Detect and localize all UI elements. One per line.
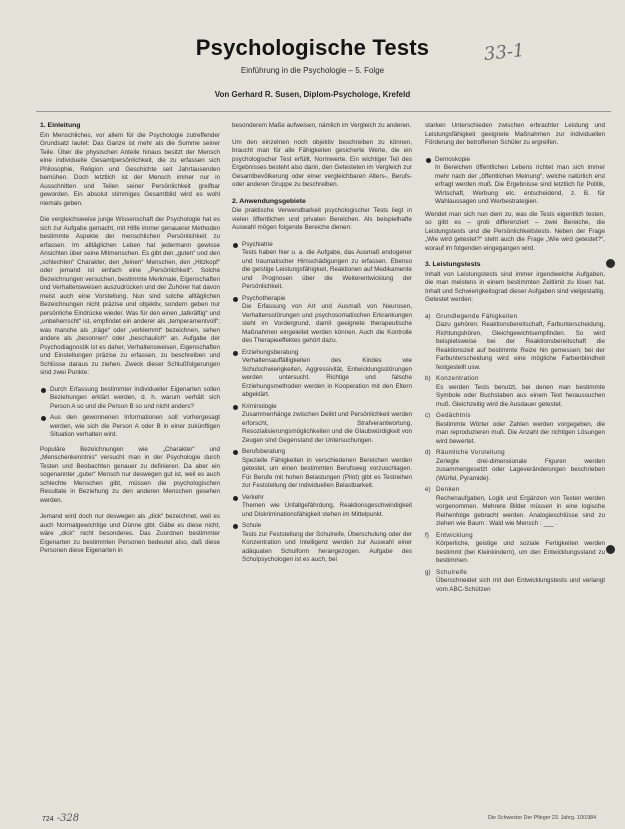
list-item: [425, 412, 605, 446]
item-text: Dazu gehören: Reaktionsbereitschaft, Farbunterscheidung, Richtungshören, Gleichgewichtsempfinden. So wird beispielsweise bei der Reaktionsbereitschaft die Reaktionszeit auf bestimmte Reize hin gemessen; bei der Farbunterscheidung wird eine mögliche Farbenblindheit festgestellt usw.: [436, 321, 605, 371]
application-areas-list: [232, 241, 412, 565]
item-term: Denken: [436, 486, 460, 493]
item-marker: a): [425, 312, 431, 320]
item-term: Gedächtnis: [436, 412, 471, 419]
item-term: Schule: [242, 522, 262, 529]
item-marker: e): [425, 486, 431, 493]
item-text: Überschneidet sich mit den Entwicklungstests und verlangt vom ABC-Schützen: [436, 577, 605, 593]
item-text: Verhaltensauffälligkeiten des Kindes wie Schulschwierigkeiten, Aggressivität, Entwicklungsstörungen werden untersucht. Richtige und falsche Erziehungsmethoden werden in Kooperation mit den Eltern abgeklärt.: [242, 357, 412, 398]
paragraph: Wendet man sich nun dem zu, was die Tests eigentlich testen, so gibt es – grob differenziert – zwei Bereiche, die Leistungstests und die Persönlichkeitstests. Neben der Frage „Wie wird getestet?“ steht auch die Frage „Wie wird getestet?“, worauf im folgenden eingegangen wird.: [425, 210, 605, 252]
list-item: [425, 569, 605, 595]
list-item: [232, 349, 412, 400]
section-heading-leistungstests: 3. Leistungstests: [425, 261, 481, 268]
article-title: Psychologische Tests: [195, 34, 430, 60]
column-2: [232, 122, 412, 568]
list-item: [425, 449, 605, 483]
bullet-item: Durch Erfassung bestimmter individueller Eigenarten sollen Beziehungen erklärt werden, d. h. warum verhält sich Person A so und die Person B so und nicht anders?: [40, 386, 220, 412]
list-item: [232, 522, 412, 565]
item-term: Grundlegende Fähigkeiten: [436, 312, 518, 320]
list-item: [425, 375, 605, 409]
page-number-printed: 724: [42, 816, 54, 823]
list-item: [425, 486, 605, 529]
bullet-list: [425, 156, 605, 207]
list-item: [232, 295, 412, 346]
paragraph: Die vergleichsweise junge Wissenschaft der Psychologie hat es sich zur Aufgabe gemacht, mit Hilfe immer genauerer Methoden bestimmte Aspekte der menschlichen Persönlichkeit zu erfassen. Im alltäglichen Leben hat jedermann gewisse Ansichten über seine Mitmenschen. Es gibt den „guten“ und den „schlechten“ Charakter, den „feinen“ Menschen, den „Hitzkopf“ oder jemand ist einfach eine „Persönlichkeit“. Solche Bezeichnungen versuchen, bestimmte Merkmale, Eigenschaften und Verhaltensweisen auszudrücken und der Zuhörer hat davon meist auch eine Vorstellung. Nun sind solche alltäglichen Bezeichnungen nicht präzise und objektiv, sondern geben nur persönliche Eindrücke wieder. Was für den einen „tatkräftig“ und „unbeherrscht“ ist, empfindet ein anderer als „temperamentvoll“; was manche als „träge“ oder „verklemmt“ bezeichnen, sehen andere als „besonnen“ oder „beschaulich“ an. Aufgabe der Psychodiagnostik ist es daher, Verhaltensweisen, Eigenschaften und Einstellungen präzise zu erfassen, zu beschreiben und Schlüsse daraus zu ziehen. Zweck dieser Schlußfolgerungen sind zwei Punkte:: [40, 216, 220, 376]
item-text: Tests zur Feststellung der Schulreife, Überschulung oder der Konzentration und Intelligenz werden zur Auswahl einer adäquaten Schulform herangezogen. Aufgabe des Schulpsychologen ist es auch, bei: [242, 530, 412, 563]
item-text: Die Erfassung von Art und Ausmaß von Neurosen, Verhaltensstörungen und psychosomatischen Erkrankungen steht im Vordergrund, damit geeignete therapeutische Maßnahmen eingeleitet werden können. Auch die Kontrolle des Therapieeffektes gehört dazu.: [242, 303, 412, 344]
item-marker: d): [425, 449, 431, 456]
source-line: Die Schwester Der Pfleger 23. Jahrg. 10/1984: [488, 815, 597, 821]
item-term: Berufsberatung: [242, 448, 286, 455]
list-item: [232, 241, 412, 292]
test-types-list: [425, 313, 605, 595]
item-marker: g): [425, 568, 431, 576]
paragraph: Um den einzelnen noch objektiv beschreiben zu können, braucht man für alle Fähigkeiten gesicherte Werte, die ein psychologischer Test erfüllt, Normwerte. Ein wichtiger Teil des Ergebnisses besteht also darin, den Getesteten im Vergleich zur Gesamtbevölkerung oder einer vergleichbaren Alters-, Berufs- oder anderen Gruppe zu beschreiben.: [232, 138, 412, 188]
item-term: Psychotherapie: [242, 294, 286, 302]
item-text: Rechenaufgaben, Logik und Ergänzen von Texten werden vorgenommen. Mehrere Bilder müssen in eine logische Reihenfolge gebracht werden. Analogieschlüsse sind zu ziehen wie Baum : Wald wie Mensch : ___ .: [436, 494, 605, 527]
paragraph: Inhalt von Leistungstests sind immer irgendwelche Aufgaben, die man meistens in einem bestimmten Zeitlimit zu lösen hat. Inhalt und Schwierigkeitsgrad dieser Aufgaben sind vielgestaltig. Getestet werden:: [425, 270, 605, 303]
punch-hole: [606, 259, 615, 268]
handwritten-note: 33-1: [483, 39, 526, 66]
page-number-handwritten: -328: [56, 813, 80, 824]
item-text: Zerlegte drei-dimensionale Figuren werden zusammengesetzt oder Lageveränderungen beschrieben (Würfel, Pyramide).: [436, 457, 605, 482]
paragraph: Populäre Bezeichnungen wie „Charakter“ und „Menschenkenntnis“ versucht man in der Psychologie durch Testen und Beobachten genauer zu definieren. Da aber ein sogenannter „guter“ Mensch nur deswegen gut ist, weil es auch schlechte Menschen gibt, müssen die psychologischen Resultate in Beziehung zu den anderen Menschen gesehen werden.: [40, 445, 220, 504]
item-term: Kriminologie: [242, 402, 277, 410]
section-heading-anwendungsgebiete: 2. Anwendungsgebiete: [232, 197, 306, 205]
paragraph: starken Unterschieden zwischen erbrachter Leistung und Leistungsfähigkeit geeignete Maßnahmen zur individuellen Förderung der betroffenen Schüler zu ergreifen.: [425, 122, 605, 146]
article-subtitle: Einführung in die Psychologie – 5. Folge: [240, 66, 385, 75]
item-text: Bestimmte Wörter oder Zahlen werden vorgegeben, die man reproduzieren muß. Die Anzahl der richtigen Lösungen wird bewertet.: [436, 420, 605, 445]
paragraph: Die praktische Verwendbarkeit psychologischer Tests liegt in vielen öffentlichen und privaten Bereichen. Als beispielhafte Auswahl mögen folgende Bereiche dienen:: [232, 207, 412, 231]
item-text: In Bereichen öffentlichen Lebens richtet man sich immer mehr nach der „öffentlichen Meinung“, welche natürlich erst erfragt werden muß. Die Ergebnisse sind letztlich für Politik, Wirtschaft, Werbung etc. entscheidend, z. B. für Wahlaussagen und Werbestrategien.: [435, 164, 605, 205]
paragraph: Ein Menschliches, vor allem für die Psychologie zutreffender Grundsatz lautet: Das Ganze ist mehr als die Summe seiner Teile. Über die physischen Anteile hinaus besitzt der Mensch eine individuelle Gesamtpersönlichkeit, die zu erfassen sich Philosophie, Religion und Geschichte seit Jahrtausenden bemühen. Doch letztlich ist der Mensch immer nur in Ausschnitten und Teilen seiner Persönlichkeit greifbar geworden. Ein absolut stimmiges Gesamtbild wird es wohl niemals geben.: [40, 131, 220, 207]
paragraph: besonderem Maße aufweisen, nämlich im Vergleich zu anderen.: [232, 122, 412, 129]
item-text: Tests haben hier u. a. die Aufgabe, das Ausmaß endogener und traumatischer Hirnschädigungen zu erfassen. Ebenso die geistige Leistungsfähigkeit, Reaktionen auf Medikamente und Prognosen über die Weiterentwicklung der Persönlichkeit.: [242, 249, 412, 290]
item-term: Schulreife: [436, 568, 468, 576]
column-3: [425, 122, 605, 597]
list-item: [232, 494, 412, 520]
item-term: Verkehr: [242, 493, 264, 501]
author-line: Von Gerhard R. Susen, Diplom-Psychologe, Krefeld: [214, 90, 411, 99]
item-marker: c): [425, 412, 431, 419]
item-term: Psychiatrie: [242, 240, 273, 248]
list-item: [232, 403, 412, 446]
column-1: [40, 122, 220, 564]
section-heading-einleitung: 1. Einleitung: [40, 122, 81, 129]
list-item: [425, 532, 605, 566]
list-item: [425, 156, 605, 207]
punch-hole: [606, 545, 615, 554]
item-term: Erziehungsberatung: [242, 348, 299, 356]
list-item: [232, 448, 412, 491]
item-term: Konzentration: [436, 375, 479, 382]
bullet-item: Aus den gewonnenen Informationen soll vorhergesagt werden, wie sich die Person A oder B in einer zukünftigen Situation verhalten wird.: [40, 414, 220, 440]
paragraph: Jemand wird doch nur deswegen als „dick“ bezeichnet, weil es auch Normalgewichtige und Dünne gibt. Gäbe es diese nicht, wäre „dick“ nicht besonderes. Das Zuordnen bestimmter Eigenarten zu bestimmten Personen bedeutet also, daß diese Personen diese Eigenarten in: [40, 513, 220, 554]
item-term: Demoskopie: [435, 155, 470, 163]
item-text: Körperliche, geistige und soziale Fertigkeiten werden bestimmt (bei Kleinkindern), um den Entwicklungsstand zu bestimmen.: [436, 540, 605, 564]
item-term: Räumliche Vorstellung: [436, 449, 505, 456]
page-number: [42, 813, 79, 824]
item-text: Themen wie Unfallgefährdung, Reaktionsgeschwindigkeit und Diskriminationsfähigkeit stehen im Mittelpunkt.: [242, 502, 412, 518]
item-marker: f): [425, 531, 429, 539]
header-divider: [36, 111, 611, 112]
item-marker: b): [425, 375, 431, 382]
item-text: Es werden Tests benutzt, bei denen man bestimmte Symbole oder Buchstaben aus einem Text heraussuchen muß. Gleichzeitig wird die Ausdauer getestet.: [436, 383, 605, 408]
item-text: Zusammenhänge zwischen Delikt und Persönlichkeit werden erforscht, Strafverantwortung, Resozialisierungsmöglichkeiten und die Glaubwürdigkeit von Zeugen sind Gegenstand der Untersuchungen.: [242, 411, 412, 444]
item-text: Spezielle Fähigkeiten in verschiedenen Bereichen werden getestet, um einen bestimmten Berufsweg vorzuschlagen. Für Berufe mit hohen Belastungen (Pilot) gibt es Testreihen zur Feststellung der individuellen Belastbarkeit.: [242, 456, 412, 489]
list-item: [425, 313, 605, 373]
bullet-list: [40, 386, 220, 440]
item-term: Entwicklung: [436, 531, 473, 539]
